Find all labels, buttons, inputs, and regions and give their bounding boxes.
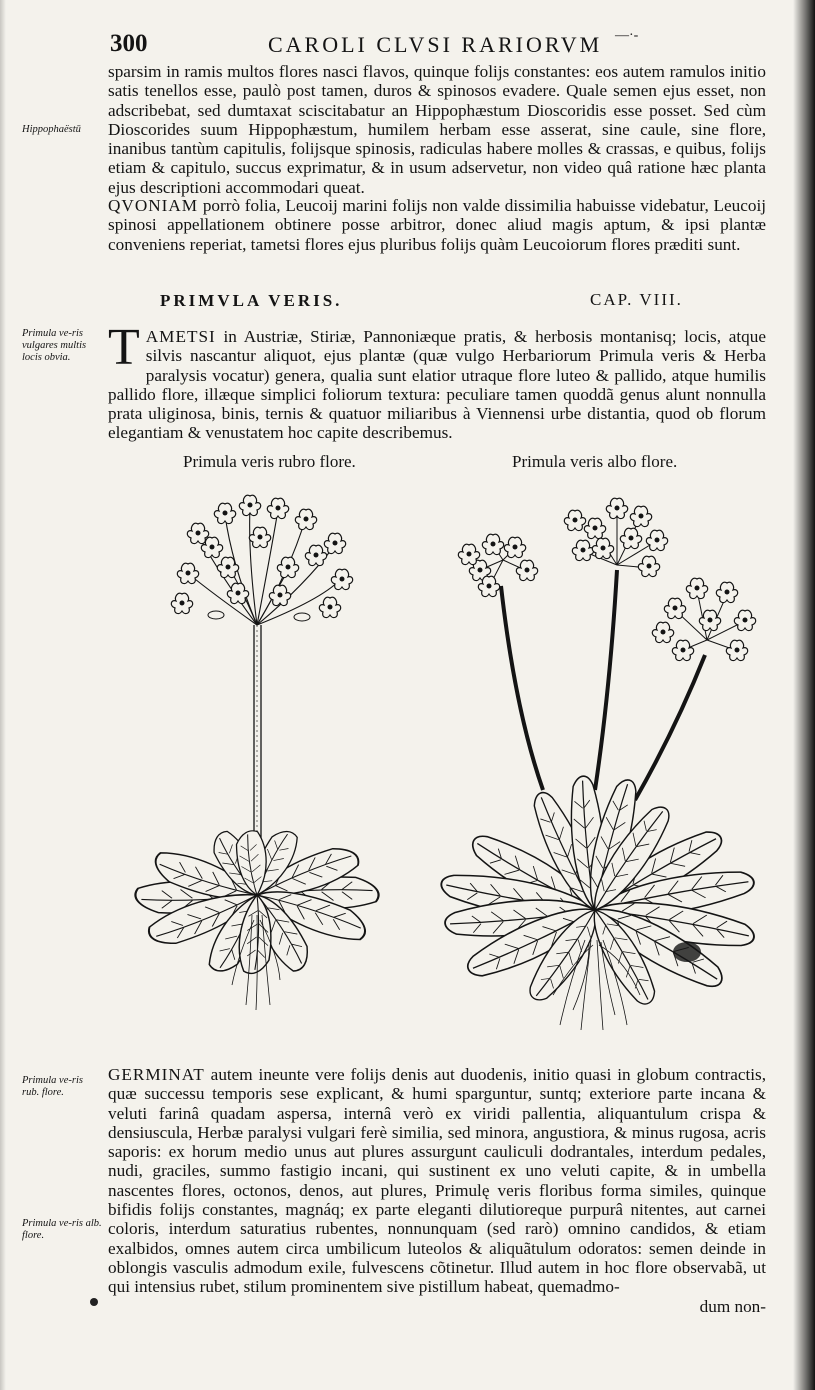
woodcut-primula-white — [435, 490, 770, 1035]
lead-word: GERMINAT — [108, 1065, 205, 1084]
figure-caption-red: Primula veris rubro flore. — [183, 452, 356, 471]
catchword: dum non- — [699, 1296, 766, 1316]
ink-blot — [90, 1298, 98, 1306]
paragraph-text: autem ineunte vere folijs denis aut duodenis, initio quasi in globum contractis, quæ successu temporis sese explicant, & humi sparguntur, suntq; exteriore parte incana & veluti farinâ quadam aspersa, internâ verò ex viridi pallentia, aliquantulum crispa & densiuscula, Herbæ paralysi vulgari ferè similia, sed minora, angustiora, & minus rugosa, acris saporis: ex horum medio unus aut plures assurgunt cauliculi dodrantales, interdum pedales, nudi, graciles, summo fastigio incani, qui sustinent ex uno veluti capite, & in umbella nascentes flores, octonos, denos, aut plures, Primulę veris floribus forma similes, quinque bifidis folijs constantes, magnáq; ex parte eleganti dilutioreque purpurâ nitentes, aut carnei coloris, interdum saturatius rubentes, nonnunquam (sed rarò) omnino candidos, & etiam exalbidos, omnes autem circa umbilicum luteolos & aliquãtulum odoratos: semen deinde in oblongis vasculis admodum exile, fulvescens cõtinetur. Illud autem in hoc flore observabã, ut qui intensius rubet, stilum prominentem sive pistillum habeat, quemadmo- — [108, 1065, 766, 1297]
paragraph-hippophaestum: sparsim in ramis multos flores nasci flavos, quinque folijs constantes: eos autem ramulos initio satis tenellos esse, paulò post tamen, duros & spinosos evadere. Quale semen ejus esset, non adscribebat, sed dumtaxat sciscitabatur an Hippophæstum Dioscoridis esse posset. Sed cùm Dioscorides suum Hippophæstum, humilem herbam esse asserat, sine caule, sine flore, inanibus tantùm capitulis, folijsque spinosis, radiculas habere molles & crassas, e quibus, folijs etiam & capitulo, succus exprimatur, & in usum adservetur, non video quâ ratione hæc planta ejus descriptioni accommodari queat. — [108, 62, 766, 197]
lead-word: AMETSI — [145, 327, 216, 346]
margin-note-primula-red: Primula ve-ris rub. flore. — [22, 1075, 83, 1098]
corner-mark: —·- — [615, 28, 639, 43]
paragraph-text: porrò folia, Leucoij marini folijs non valde dissimilia habuisse videbatur, Leucoij spinosi appellationem obtinere posse arbitror, donec aliud magis aptum, & ipsi plantæ conveniens reperiat, tametsi flores ejus pluribus folijs quàm Leucoiorum flores præditi sunt. — [108, 196, 766, 254]
page-edge-shadow — [793, 0, 815, 1390]
section-title: PRIMVLA VERIS. — [160, 291, 343, 310]
margin-note-primula-white: Primula ve-ris alb. flore. — [22, 1218, 102, 1241]
chapter-number: CAP. VIII. — [590, 290, 683, 309]
lead-word: QVONIAM — [108, 196, 199, 215]
paragraph-text: in Austriæ, Stiriæ, Pannoniæque pratis, & herbosis montanisq; locis, atque silvis nascantur aliquot, ejus plantæ (quæ vulgo Herbariorum Primula veris & Herba paralysis vocatur) genera, qualia sunt elatior utraque flore luteo & pallido, atque humilis pallido flore, illæque simplici foliorum textura: peculiare tamen quoddã genus alunt nonnulla prata uliginosa, binis, ternis & quatuor miliaribus à Viennensi urbe distantia, quod ob florum elegantiam & venustatem hoc capite describemus. — [108, 327, 766, 443]
paragraph-leucoium — [108, 196, 766, 254]
figure-caption-white: Primula veris albo flore. — [512, 452, 678, 471]
page-gutter-shadow — [0, 0, 6, 1390]
page-number: 300 — [110, 30, 148, 57]
margin-note-primula-vulgares: Primula ve-ris vulgares multis locis obvia. — [22, 328, 87, 363]
drop-cap: T — [108, 319, 140, 376]
margin-note-hippophaestum: Hippophaëstū — [22, 124, 81, 135]
paragraph-germinat — [108, 1065, 766, 1316]
running-header — [110, 30, 710, 62]
paragraph-tametsi — [108, 319, 766, 443]
running-title: CAROLI CLVSI RARIORVM — [268, 32, 603, 57]
woodcut-primula-red — [120, 475, 405, 1015]
